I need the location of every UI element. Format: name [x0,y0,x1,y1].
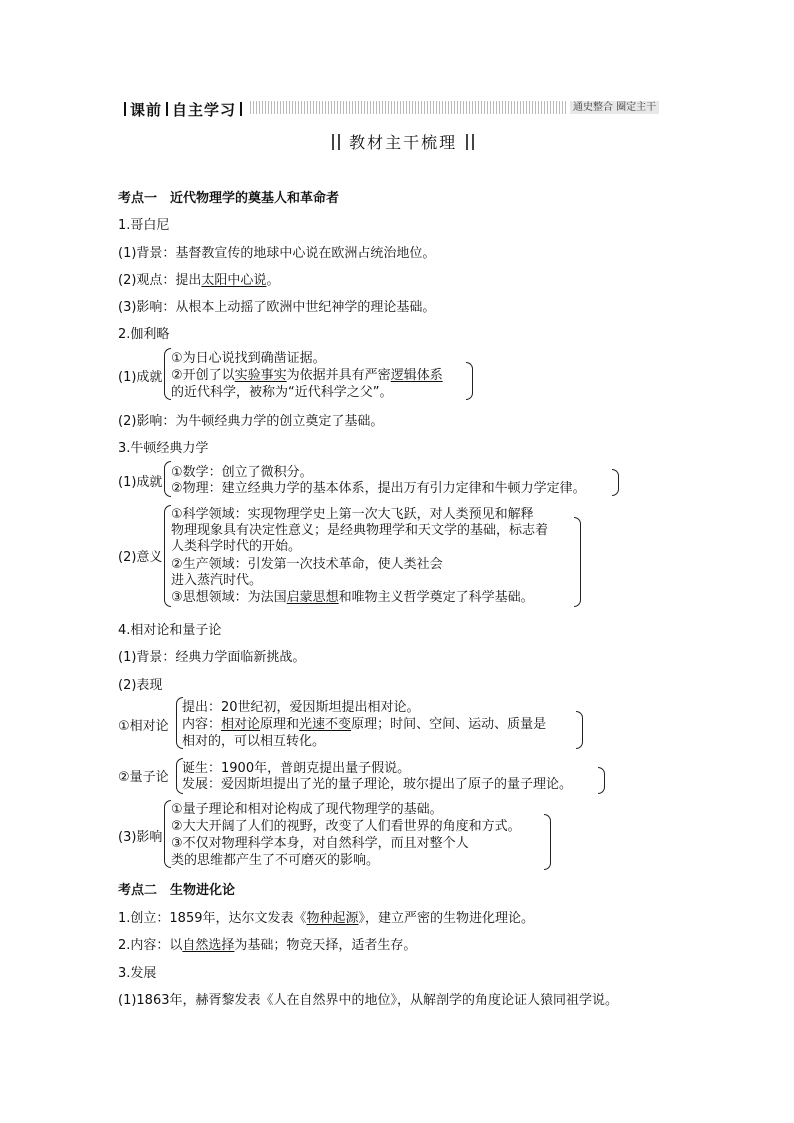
header-divider [166,102,168,116]
quantum-label: ②量子论 [118,770,169,785]
newton-physics: ②物理：建立经典力学的基本体系，提出万有引力定律和牛顿力学定律。 [171,481,586,496]
newton-significance-6: ③思想领域：为法国启蒙思想和唯物主义哲学奠定了科学基础。 [171,590,534,605]
relativity-background: (1)背景：经典力学面临新挑战。 [118,650,306,665]
evolution-founding: 1.创立：1859年，达尔文发表《物种起源》，建立严密的生物进化理论。 [118,911,535,926]
newton-significance-4: ②生产领域：引发第一次技术革命，使人类社会 [171,557,443,572]
left-brace [164,800,171,868]
quantum-birth: 诞生：1900年，普朗克提出量子假说。 [182,761,411,776]
modern-physics-impact-1: ①量子理论和相对论构成了现代物理学的基础。 [171,802,443,817]
subtitle [330,130,476,153]
subtitle-bar [466,134,468,150]
copernicus-background: (1)背景：基督教宣传的地球中心说在欧洲占统治地位。 [118,246,436,261]
right-brace [466,362,473,400]
galileo-achievement-label: (1)成就 [118,370,163,385]
newton-heading: 3.牛顿经典力学 [118,441,209,456]
copernicus-impact: (3)影响：从根本上动摇了欧洲中世纪神学的理论基础。 [118,300,436,315]
copernicus-heading: 1.哥白尼 [118,218,170,233]
relativity-content: 内容：相对论原理和光速不变原理；时间、空间、运动、质量是 [182,717,547,732]
right-brace [574,517,581,607]
subtitle-bar [338,134,340,150]
left-brace [164,461,171,497]
left-brace [164,505,171,607]
section-header [120,99,249,120]
newton-significance-2: 物理现象具有决定性意义；是经典物理学和天文学的基础，标志着 [171,523,549,538]
galileo-impact: (2)影响：为牛顿经典力学的创立奠定了基础。 [118,414,384,429]
galileo-achievement-2: ②开创了以实验事实为依据并具有严密逻辑体系 [171,368,443,383]
modern-physics-impact-label: (3)影响 [118,830,163,845]
galileo-heading: 2.伽利略 [118,327,170,342]
header-right-tag: 通史整合 圈定主干 [570,101,659,114]
right-brace [598,767,605,794]
right-brace [576,711,583,749]
header-decorative-hatch [238,101,568,114]
evolution-content: 2.内容：以自然选择为基础；物竞天择，适者生存。 [118,938,417,953]
galileo-achievement-1: ①为日心说找到确凿证据。 [171,351,326,366]
relativity-proposal: 提出：20世纪初，爱因斯坦提出相对论。 [182,700,420,715]
right-brace [612,469,619,496]
header-divider [240,102,242,116]
evolution-development-heading: 3.发展 [118,966,157,981]
subtitle-text: 教材主干梳理 [349,133,458,152]
galileo-achievement-3: 的近代科学，被称为“近代科学之父”。 [171,385,393,400]
section-1-title: 考点一 近代物理学的奠基人和革命者 [118,191,340,206]
left-brace [164,348,171,400]
relativity-manifestation: (2)表现 [118,678,163,693]
newton-significance-5: 进入蒸汽时代。 [171,573,263,588]
newton-significance-3: 人类科学时代的开始。 [171,539,302,554]
evolution-development-1: (1)1863年，赫胥黎发表《人在自然界中的地位》，从解剖学的角度论证人猿同祖学说。 [118,993,618,1008]
newton-significance-1: ①科学领域：实现物理学史上第一次大飞跃，对人类预见和解释 [171,507,534,522]
section-2-title: 考点二 生物进化论 [118,883,236,898]
right-brace [544,814,551,870]
header-divider [124,102,126,116]
newton-significance-label: (2)意义 [118,550,163,565]
header-label-b: 自主学习 [172,101,237,119]
quantum-development: 发展：爱因斯坦提出了光的量子理论，玻尔提出了原子的量子理论。 [182,777,573,792]
modern-physics-impact-3: ③不仅对物理科学本身，对自然科学，而且对整个人 [171,836,469,851]
relativity-label: ①相对论 [118,719,169,734]
subtitle-bar [472,134,474,150]
newton-achievement-label: (1)成就 [118,475,163,490]
header-label-a: 课前 [130,101,163,119]
subtitle-bar [332,134,334,150]
relativity-heading: 4.相对论和量子论 [118,623,222,638]
modern-physics-impact-2: ②大大开阔了人们的视野，改变了人们看世界的角度和方式。 [171,819,521,834]
copernicus-view: (2)观点：提出太阳中心说。 [118,273,280,288]
newton-math: ①数学：创立了微积分。 [171,465,313,480]
relativity-content-cont: 相对的，可以相互转化。 [182,734,326,749]
modern-physics-impact-4: 类的思维都产生了不可磨灭的影响。 [171,853,380,868]
